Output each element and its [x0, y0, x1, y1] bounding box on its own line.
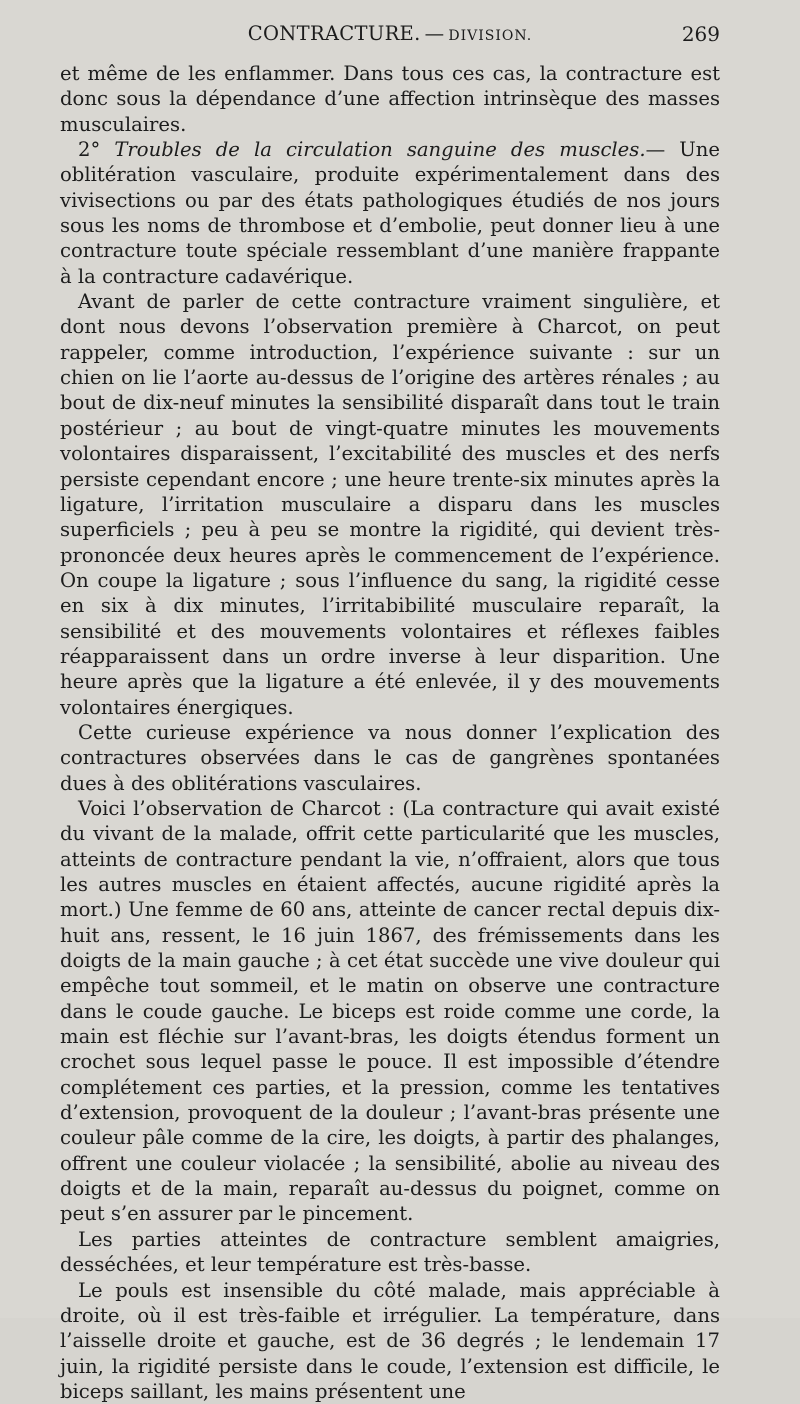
running-head-section: DIVISION. — [448, 28, 532, 44]
body-text — [60, 61, 720, 1404]
paragraph — [60, 1227, 720, 1278]
running-head-title: CONTRACTURE. — [248, 22, 421, 45]
paragraph-text: Avant de parler de cette contracture vraiment singulière, et dont nous devons l’observation première à Charcot, on peut rappeler, comme introduction, l’expérience suivante : sur un chien on lie l’aorte au-dessus de l’origine des artères rénales ; au bout de dix-neuf minutes la sensibilité disparaît dans tout le train postérieur ; au bout de vingt-quatre minutes les mouvements volontaires disparaissent, l’excitabilité des muscles et des nerfs persiste cependant encore ; une heure trente-six minutes après la ligature, l’irritation musculaire a disparu dans les muscles superficiels ; peu à peu se montre la rigidité, qui devient très-prononcée deux heures après le commencement de l’expérience. On coupe la ligature ; sous l’influence du sang, la rigidité cesse en six à dix minutes, l’irritabibilité musculaire reparaît, la sensibilité et des mouvements volontaires et réflexes faibles réapparaissent dans un ordre inverse à leur disparition. Une heure après que la ligature a été enlevée, il y des mouvements volontaires énergiques. — [60, 290, 720, 719]
paragraph — [60, 720, 720, 796]
running-head-dash: — — [425, 22, 445, 45]
paragraph-text: et même de les enflammer. Dans tous ces cas, la contracture est donc sous la dépendance d’une affection intrinsèque des masses musculaires. — [60, 62, 720, 136]
paragraph-text: Les parties atteintes de contracture semblent amaigries, desséchées, et leur température est très-basse. — [60, 1228, 720, 1276]
page-header — [60, 22, 720, 50]
paragraph — [60, 1278, 720, 1404]
section-title: Troubles de la circulation sanguine des muscles. — [114, 138, 645, 161]
section-number: 2° — [78, 138, 114, 161]
paragraph — [60, 137, 720, 289]
paragraph-text: — Une oblitération vasculaire, produite expérimentalement dans des vivisections ou par des états pathologiques étudiés de nos jours sous les noms de thrombose et d’embolie, peut donner lieu à une contracture toute spéciale ressemblant d’une manière frappante à la contracture cadavérique. — [60, 138, 720, 288]
running-head — [60, 22, 720, 45]
paragraph — [60, 289, 720, 720]
page-number: 269 — [682, 22, 720, 46]
paragraph-text: Voici l’observation de Charcot : (La contracture qui avait existé du vivant de la malade, offrit cette particularité que les muscles, atteints de contracture pendant la vie, n’offraient, alors que tous les autres muscles en étaient affectés, aucune rigidité après la mort.) Une femme de 60 ans, atteinte de cancer rectal depuis dix-huit ans, ressent, le 16 juin 1867, des frémissements dans les doigts de la main gauche ; à cet état succède une vive douleur qui empêche tout sommeil, et le matin on observe une contracture dans le coude gauche. Le biceps est roide comme une corde, la main est fléchie sur l’avant-bras, les doigts étendus forment un crochet sous lequel passe le pouce. Il est impossible d’étendre complétement ces parties, et la pression, comme les tentatives d’extension, provoquent de la douleur ; l’avant-bras présente une couleur pâle comme de la cire, les doigts, à partir des phalanges, offrent une couleur violacée ; la sensibilité, abolie au niveau des doigts et de la main, reparaît au-dessus du poignet, comme on peut s’en assurer par le pincement. — [60, 797, 720, 1226]
paragraph — [60, 61, 720, 137]
paragraph-text: Le pouls est insensible du côté malade, mais appréciable à droite, où il est très-faible et irrégulier. La température, dans l’aisselle droite et gauche, est de 36 degrés ; le lendemain 17 juin, la rigidité persiste dans le coude, l’extension est difficile, le biceps saillant, les mains présentent une — [60, 1279, 720, 1403]
paragraph — [60, 796, 720, 1227]
paragraph-text: Cette curieuse expérience va nous donner l’explication des contractures observées dans le cas de gangrènes spontanées dues à des oblitérations vasculaires. — [60, 721, 720, 795]
